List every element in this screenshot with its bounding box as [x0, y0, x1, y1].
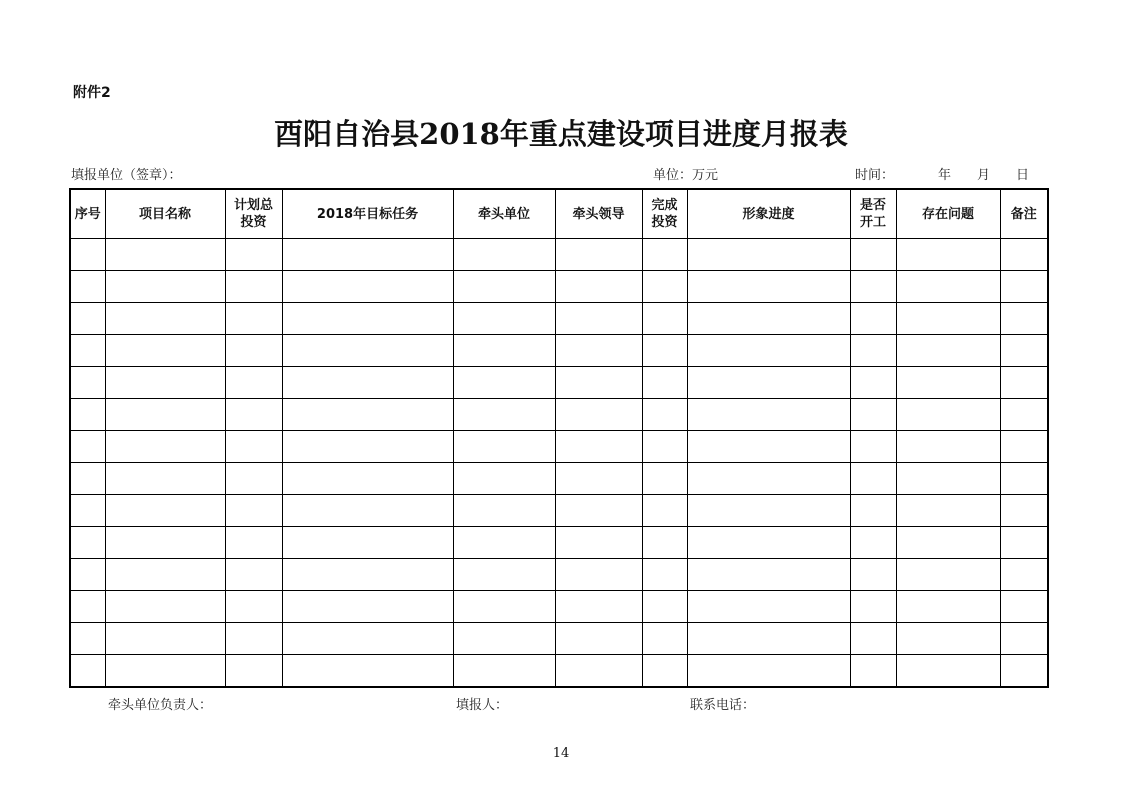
table-cell[interactable]	[105, 431, 225, 463]
column-header	[850, 189, 896, 239]
table-cell[interactable]	[1000, 623, 1048, 655]
table-cell[interactable]	[896, 303, 1000, 335]
table-cell[interactable]	[105, 367, 225, 399]
table-cell[interactable]	[555, 367, 642, 399]
table-cell[interactable]	[105, 239, 225, 271]
table-cell[interactable]	[642, 527, 687, 559]
column-header	[642, 189, 687, 239]
table-cell[interactable]	[850, 303, 896, 335]
table-cell[interactable]	[282, 239, 453, 271]
lead-unit-head-label: 牵头单位负责人：	[108, 698, 213, 713]
table-cell[interactable]	[282, 431, 453, 463]
column-header	[70, 189, 105, 239]
table-cell[interactable]	[453, 623, 555, 655]
table-cell[interactable]	[225, 495, 282, 527]
table-cell[interactable]	[453, 271, 555, 303]
table-cell[interactable]	[555, 239, 642, 271]
column-header	[896, 189, 1000, 239]
day-label: 日	[1016, 168, 1030, 183]
table-cell[interactable]	[282, 495, 453, 527]
report-time-field	[855, 164, 1029, 183]
attachment-label: 附件2	[73, 85, 111, 101]
table-cell[interactable]	[105, 655, 225, 688]
table-cell[interactable]	[453, 591, 555, 623]
table-cell[interactable]	[896, 527, 1000, 559]
table-cell[interactable]	[642, 271, 687, 303]
table-cell[interactable]	[1000, 495, 1048, 527]
contact-phone-label: 联系电话：	[690, 698, 756, 713]
table-cell[interactable]	[105, 303, 225, 335]
table-cell[interactable]	[105, 335, 225, 367]
table-cell[interactable]	[896, 239, 1000, 271]
table-cell[interactable]	[105, 271, 225, 303]
table-cell[interactable]	[225, 367, 282, 399]
table-cell[interactable]	[225, 591, 282, 623]
column-header	[282, 189, 453, 239]
table-cell[interactable]	[850, 623, 896, 655]
table-cell[interactable]	[282, 303, 453, 335]
column-header-text: 计划总	[233, 198, 273, 213]
table-cell[interactable]	[555, 463, 642, 495]
table-cell[interactable]	[687, 655, 850, 688]
table-cell[interactable]	[453, 655, 555, 688]
table-cell[interactable]	[555, 495, 642, 527]
table-cell[interactable]	[70, 463, 105, 495]
table-cell[interactable]	[896, 591, 1000, 623]
table-cell[interactable]	[70, 655, 105, 688]
table-cell[interactable]	[687, 431, 850, 463]
table-cell[interactable]	[1000, 335, 1048, 367]
table-cell[interactable]	[70, 239, 105, 271]
table-row	[70, 239, 1048, 271]
column-header	[1000, 189, 1048, 239]
time-label: 时间：	[855, 168, 895, 183]
table-cell[interactable]	[225, 463, 282, 495]
table-cell[interactable]	[453, 303, 555, 335]
table-cell[interactable]	[687, 335, 850, 367]
table-cell[interactable]	[850, 463, 896, 495]
table-cell[interactable]	[1000, 591, 1048, 623]
table-cell[interactable]	[850, 239, 896, 271]
table-row	[70, 431, 1048, 463]
table-row	[70, 655, 1048, 688]
table-cell[interactable]	[282, 271, 453, 303]
table-cell[interactable]	[687, 591, 850, 623]
table-cell[interactable]	[555, 527, 642, 559]
table-cell[interactable]	[225, 335, 282, 367]
table-cell[interactable]	[70, 367, 105, 399]
table-cell[interactable]	[225, 559, 282, 591]
table-cell[interactable]	[642, 399, 687, 431]
table-cell[interactable]	[105, 591, 225, 623]
table-cell[interactable]	[850, 271, 896, 303]
filler-label: 填报人：	[456, 698, 509, 713]
table-cell[interactable]	[282, 463, 453, 495]
table-cell[interactable]	[70, 559, 105, 591]
table-cell[interactable]	[1000, 431, 1048, 463]
table-cell[interactable]	[687, 303, 850, 335]
column-header-text: 完成	[651, 198, 678, 213]
table-cell[interactable]	[1000, 367, 1048, 399]
table-cell[interactable]	[70, 303, 105, 335]
table-cell[interactable]	[70, 623, 105, 655]
table-cell[interactable]	[555, 591, 642, 623]
table-row	[70, 335, 1048, 367]
table-cell[interactable]	[642, 495, 687, 527]
table-cell[interactable]	[1000, 655, 1048, 688]
table-cell[interactable]	[1000, 239, 1048, 271]
table-row	[70, 495, 1048, 527]
table-cell[interactable]	[896, 431, 1000, 463]
table-cell[interactable]	[105, 527, 225, 559]
table-cell[interactable]	[70, 431, 105, 463]
table-row	[70, 303, 1048, 335]
table-cell[interactable]	[282, 655, 453, 688]
table-cell[interactable]	[453, 559, 555, 591]
column-header-text: 形象进度	[742, 206, 795, 222]
table-cell[interactable]	[642, 367, 687, 399]
table-cell[interactable]	[687, 399, 850, 431]
progress-report-table	[69, 188, 1049, 688]
table-cell[interactable]	[282, 335, 453, 367]
column-header	[105, 189, 225, 239]
table-cell[interactable]	[850, 559, 896, 591]
table-cell[interactable]	[555, 335, 642, 367]
table-cell[interactable]	[850, 431, 896, 463]
table-cell[interactable]	[225, 431, 282, 463]
table-cell[interactable]	[642, 303, 687, 335]
table-cell[interactable]	[105, 495, 225, 527]
column-header-text: 牵头领导	[572, 206, 625, 222]
table-cell[interactable]	[1000, 399, 1048, 431]
table-cell[interactable]	[850, 335, 896, 367]
currency-unit-label: 单位：万元	[653, 168, 719, 183]
column-header-text: 项目名称	[138, 206, 191, 222]
table-cell[interactable]	[282, 527, 453, 559]
table-cell[interactable]	[453, 335, 555, 367]
table-cell[interactable]	[896, 495, 1000, 527]
table-cell[interactable]	[225, 623, 282, 655]
table-cell[interactable]	[70, 335, 105, 367]
table-cell[interactable]	[687, 559, 850, 591]
page-title: 酉阳自治县2018年重点建设项目进度月报表	[274, 117, 848, 151]
table-cell[interactable]	[896, 399, 1000, 431]
table-cell[interactable]	[282, 399, 453, 431]
table-cell[interactable]	[642, 623, 687, 655]
table-cell[interactable]	[555, 559, 642, 591]
table-cell[interactable]	[687, 271, 850, 303]
table-cell[interactable]	[687, 463, 850, 495]
table-cell[interactable]	[850, 591, 896, 623]
table-row	[70, 367, 1048, 399]
table-cell[interactable]	[453, 367, 555, 399]
table-cell[interactable]	[105, 623, 225, 655]
table-cell[interactable]	[642, 335, 687, 367]
column-header	[225, 189, 282, 239]
reporting-unit-label: 填报单位（签章）：	[71, 168, 182, 183]
column-header-text: 投资	[651, 215, 678, 230]
table-cell[interactable]	[105, 463, 225, 495]
table-cell[interactable]	[1000, 559, 1048, 591]
table-cell[interactable]	[555, 623, 642, 655]
table-cell[interactable]	[896, 655, 1000, 688]
column-header-text: 牵头单位	[477, 206, 530, 222]
table-cell[interactable]	[642, 591, 687, 623]
table-cell[interactable]	[555, 399, 642, 431]
table-cell[interactable]	[896, 367, 1000, 399]
table-cell[interactable]	[642, 239, 687, 271]
table-cell[interactable]	[687, 239, 850, 271]
table-cell[interactable]	[225, 239, 282, 271]
table-cell[interactable]	[225, 399, 282, 431]
column-header	[453, 189, 555, 239]
table-header-row	[70, 189, 1048, 239]
table-cell[interactable]	[225, 527, 282, 559]
year-label: 年	[938, 168, 952, 183]
column-header-text: 备注	[1010, 206, 1037, 222]
table-row	[70, 559, 1048, 591]
table-cell[interactable]	[642, 463, 687, 495]
column-header	[687, 189, 850, 239]
table-cell[interactable]	[453, 399, 555, 431]
table-row	[70, 399, 1048, 431]
table-cell[interactable]	[1000, 463, 1048, 495]
column-header-text: 开工	[859, 215, 886, 230]
table-cell[interactable]	[105, 399, 225, 431]
table-cell[interactable]	[453, 527, 555, 559]
month-label: 月	[977, 168, 991, 183]
column-header-text: 投资	[240, 215, 267, 230]
table-cell[interactable]	[687, 495, 850, 527]
table-cell[interactable]	[555, 271, 642, 303]
table-cell[interactable]	[642, 559, 687, 591]
column-header	[555, 189, 642, 239]
table-cell[interactable]	[896, 335, 1000, 367]
table-row	[70, 271, 1048, 303]
table-cell[interactable]	[555, 655, 642, 688]
table-cell[interactable]	[850, 655, 896, 688]
table-cell[interactable]	[70, 399, 105, 431]
table-cell[interactable]	[453, 463, 555, 495]
table-row	[70, 463, 1048, 495]
table-cell[interactable]	[282, 559, 453, 591]
table-cell[interactable]	[850, 399, 896, 431]
table-cell[interactable]	[1000, 527, 1048, 559]
table-row	[70, 527, 1048, 559]
table-cell[interactable]	[555, 431, 642, 463]
table-cell[interactable]	[687, 367, 850, 399]
table-cell[interactable]	[850, 527, 896, 559]
table-cell[interactable]	[70, 527, 105, 559]
table-row	[70, 591, 1048, 623]
column-header-text: 序号	[74, 206, 101, 222]
table-cell[interactable]	[850, 367, 896, 399]
column-header-text: 2018年目标任务	[316, 206, 419, 222]
table-cell[interactable]	[1000, 271, 1048, 303]
table-cell[interactable]	[453, 495, 555, 527]
table-cell[interactable]	[105, 559, 225, 591]
table-cell[interactable]	[687, 623, 850, 655]
table-cell[interactable]	[896, 463, 1000, 495]
table-cell[interactable]	[453, 431, 555, 463]
table-cell[interactable]	[896, 559, 1000, 591]
table-cell[interactable]	[1000, 303, 1048, 335]
table-row	[70, 623, 1048, 655]
table-cell[interactable]	[225, 271, 282, 303]
table-cell[interactable]	[896, 271, 1000, 303]
table-cell[interactable]	[453, 239, 555, 271]
table-cell[interactable]	[70, 271, 105, 303]
table-cell[interactable]	[642, 655, 687, 688]
table-cell[interactable]	[687, 527, 850, 559]
table-cell[interactable]	[70, 495, 105, 527]
table-cell[interactable]	[225, 655, 282, 688]
table-cell[interactable]	[225, 303, 282, 335]
table-cell[interactable]	[282, 623, 453, 655]
table-body	[70, 239, 1048, 688]
table-cell[interactable]	[282, 591, 453, 623]
table-cell[interactable]	[642, 431, 687, 463]
table-cell[interactable]	[555, 303, 642, 335]
table-cell[interactable]	[896, 623, 1000, 655]
table-cell[interactable]	[850, 495, 896, 527]
column-header-text: 存在问题	[921, 206, 974, 222]
table-cell[interactable]	[282, 367, 453, 399]
table-cell[interactable]	[70, 591, 105, 623]
column-header-text: 是否	[859, 198, 886, 213]
page-number: 14	[552, 746, 570, 761]
